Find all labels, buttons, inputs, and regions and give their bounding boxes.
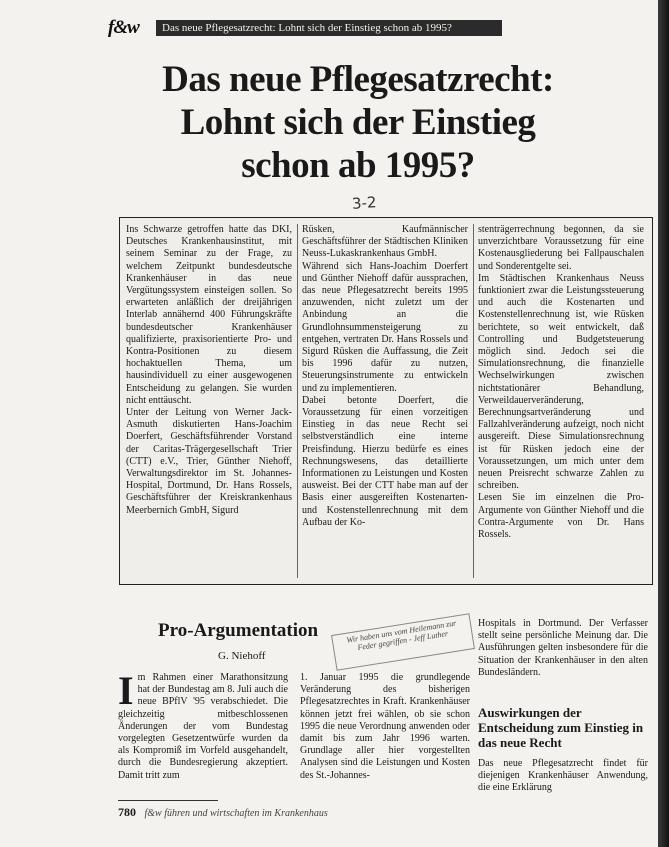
title-line-1: Das neue Pflegesatzrecht:: [162, 59, 554, 100]
intro-box: [119, 217, 653, 585]
intro-paragraph: Unter der Leitung von Werner Jack-Asmuth diskutierten Hans-Joachim Doerfert, Geschäftsführender Vorstand der Caritas-Trägergesellschaft Trier (CTT) e.V., Trier, Günther Niehoff, Verwaltungsdirektor im St. Johannes-Hospital, Dortmund, Dr. Hans Rossels, Geschäftsführer der Kreiskrankenhaus Meerbernich GmbH, Sigurd: [126, 407, 292, 516]
running-title: Das neue Pflegesatzrecht: Lohnt sich der Einstieg schon ab 1995?: [156, 20, 502, 36]
pro-paragraph: Das neue Pflegesatzrecht findet für diejenigen Krankenhäuser Anwendung, die eine Erklärung: [478, 758, 648, 794]
section-heading: Pro-Argumentation: [158, 620, 319, 641]
title-line-3: schon ab 1995?: [241, 145, 475, 186]
section-author: G. Niehoff: [218, 650, 266, 662]
handwritten-mark: 3-2: [351, 193, 378, 213]
intro-paragraph: Ins Schwarze getroffen hatte das DKI, Deutsches Krankenhausinstitut, mit seinem Seminar zu der Frage, zu welchem Zeitpunkt bundesdeutsche Krankenhäuser in das neue Vergütungssystem einsteigen sollen. So erwarteten anläßlich der dreijährigen Interlab annähernd 400 Führungskräfte bundesdeutscher Krankenhäuser qualifizierte, praxisorientierte Pro- und Kontra-Positionen zu diesem hochaktuellen Thema, um hausindividuell zu einer ausgewogenen Entscheidung zu gelangen. Sie wurden nicht enttäuscht.: [126, 224, 292, 406]
pro-paragraph: Hospitals in Dortmund. Der Verfasser stellt seine persönliche Meinung dar. Die Ausführungen gelten insbesondere für die Situation der Krankenhäuser in den alten Bundesländern.: [478, 618, 648, 678]
pro-column-3-continued: [478, 758, 648, 806]
pro-column-3: [478, 618, 648, 688]
page-footer: [118, 805, 328, 820]
column-divider: [297, 224, 298, 578]
title-line-2: Lohnt sich der Einstieg: [180, 102, 536, 143]
intro-column-2: [302, 224, 468, 578]
intro-paragraph: Lesen Sie im einzelnen die Pro-Argumente von Günther Niehoff und die Contra-Argumente von Dr. Hans Rossels.: [478, 492, 644, 541]
intro-column-1: [126, 224, 292, 578]
pro-paragraph: [118, 672, 288, 782]
drop-cap: I: [118, 672, 134, 713]
intro-paragraph: Im Städtischen Krankenhaus Neuss funktioniert zwar die Leistungssteuerung und auch die Kostenarten und Kostenstellenrechnung ist, wie Rüsken berichtete, so weit entwickelt, daß Controlling und Budgetsteuerung möglich sind. Jedoch sei die Simulationsrechnung, die finanzielle Wechselwirkungen zwischen nichtstationärer Behandlung, Verweildauerveränderung, Berechnungsartveränderung und Fallzahlveränderung aufzeigt, noch nicht ausgereift. Diese Simulationsrechnung ist für Rüsken jedoch eine der Voraussetzungen, um mich unter dem neuen Preisrecht schwarze Zahlen zu schreiben.: [478, 272, 644, 492]
pro-column-1: [118, 672, 288, 802]
intro-paragraph: Dabei betonte Doerfert, die Voraussetzung für einen vorzeitigen Einstieg in das neue Recht sei selbstverständlich eine interne Preisfindung. Hierzu bedürfe es eines Rechnungswesens, das detaillierte Informationen zu Leistungen und Kosten ausweist. Bei der CTT habe man auf der Basis einer ausgereiften Kostenarten- und Kostenstellenrechnung mit dem Aufbau der Ko-: [302, 394, 468, 528]
intro-paragraph: Rüsken, Kaufmännischer Geschäftsführer der Städtischen Kliniken Neuss-Lukaskrankenhaus GmbH.: [302, 224, 468, 260]
column-divider: [473, 224, 474, 578]
pro-paragraph: 1. Januar 1995 die grundlegende Veränderung des bisherigen Pflegesatzrechtes in Kraft. Krankenhäuser können jetzt frei wählen, ob sie schon 1995 die neue Verordnung anwenden oder damit bis zum Jahr 1996 warten. Grundlage aller hier vorgestellten Analysen sind die Leistungen und Kosten des St.-Johannes-: [300, 672, 470, 781]
intro-column-3: [478, 224, 644, 578]
journal-logo: f&w: [108, 17, 139, 38]
margin-stamp: Wir haben uns vom Heilemann zur Feder gegriffen - Jeff Luther: [331, 613, 475, 670]
intro-paragraph: Während sich Hans-Joachim Doerfert und Günther Niehoff dafür aussprachen, das neue Pflegesatzrecht bereits 1995 anzuwenden, nicht zuletzt um der Anbindung an die Grundlohnsummensteigerung zu entgehen, vertraten Dr. Hans Rossels und Sigurd Rüsken die Auffassung, die Zeit bis 1996 dafür zu nutzen, Steuerungsinstrumente zu entwickeln und zu implementieren.: [302, 260, 468, 394]
page-number: 780: [118, 805, 136, 819]
intro-paragraph: stenträgerrechnung begonnen, da sie unverzichtbare Voraussetzung für eine Kostenausgliederung bei Fallpauschalen und Sonderentgelte sei.: [478, 224, 644, 272]
footer-rule: [118, 800, 218, 801]
publication-name: f&w führen und wirtschaften im Krankenhaus: [144, 808, 328, 819]
page-edge-shadow: [658, 0, 669, 847]
running-header: [108, 18, 493, 40]
article-title: [118, 58, 598, 187]
pro-column-2: [300, 672, 470, 802]
pro-text: m Rahmen einer Marathonsitzung hat der Bundestag am 8. Juli auch die neue BPflV '95 verabschiedet. Die gleichzeitig mitbeschlossenen Änderungen der vom Bundestag vorgelegten Gesetzentwürfe wurden da als Kompromiß im Vorfeld ausgehandelt, durch die Bundesregierung akzeptiert. Damit tritt zum: [118, 672, 288, 781]
sub-heading: Auswirkungen der Entscheidung zum Einstieg in das neue Recht: [478, 705, 644, 750]
